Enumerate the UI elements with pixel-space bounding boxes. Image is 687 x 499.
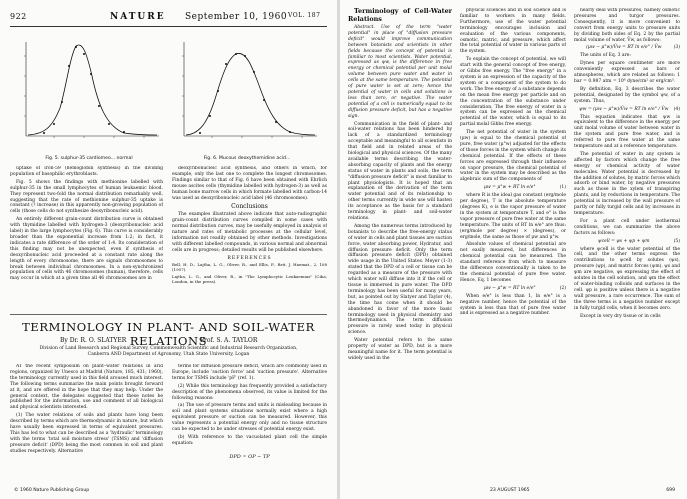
equation-3	[574, 45, 680, 51]
figure-6-graph	[172, 36, 322, 146]
issue-date-footer: 23 AUGUST 1965	[490, 488, 530, 493]
equation-4-text: ψw = (μw − μ°w)/V̄w = RT ln e/e° / V̄w	[579, 106, 669, 112]
article-column-left	[10, 364, 163, 482]
copyright-footer: © 1960 Nature Publishing Group	[14, 488, 90, 493]
paragraph: deoxyribonucleic acid synthesis, and others in which, for example, only the last one to complete the longest chromosomes. Findings similar to that of Fig. 6 have been obtained with Ehrlich mouse ascites cells (thymidine labelled with hydrogen-3) as well as human bone marrow cells in which formate labelled with carbon-14 was used as deoxyribonucleic acid label (46 chromosomes).	[172, 166, 327, 201]
volume: VOL. 187	[288, 12, 321, 19]
paragraph: uptake of iron-59 (hemoglobin synthesis) in the dividing population of basophilic erythroblasts.	[10, 166, 163, 177]
equation-5-text: ψcell = ψs + ψp + ψm	[598, 238, 650, 244]
paragraph: By definition, Eq. 3 describes the water potential, designated by the symbol ψw, of a system. Thus,	[574, 86, 680, 104]
section-divider	[10, 314, 327, 315]
reference-item: Bell, H. D., Lajtha, L. G., Oliver, R., and Ellis, F., Brit. J. Haemat., 2, 108 (1957).	[172, 261, 327, 272]
equation-5-number: (5)	[673, 238, 680, 244]
figure-5	[14, 36, 164, 154]
figure-5-graph	[14, 36, 164, 146]
paragraph: Absolute values of chemical potential are not easily measured, but differences in chemical potential can be measured. The standard reference from which to measure the difference conventionally is taken to be the chemical potential of pure free water. Hence, Eq. 1 becomes	[460, 242, 566, 283]
right-column-1	[348, 8, 452, 482]
author-slatyer: By Dr. R. O. SLATYER	[60, 337, 127, 344]
paragraph: The potential of water in any system is affected by factors which change the free energy or chemical activity of water molecules. Water potential is decreased by the addition of solutes, by matric forces which adsorb or bind water, by negative pressures such as those in the xylem of transpiring plants, and by reductions in temperature. The potential is increased by the wall pressure of partly or fully turgid cells and by increases in temperature.	[574, 151, 680, 216]
equation-1-number: (1)	[559, 185, 566, 191]
abstract: Abstract. Use of the term "water potential" in place of "diffusion pressure deficit" would improve communication between botanists and scientists in other fields because the concept of potential is familiar to most scientists. Water potential, expressed as ψw, is the difference in free energy or chemical potential per unit molal volume between pure water and water in cells at the same temperature. The potential of pure water is set at zero; hence the potential of water in cells and solutions is less than zero, or negative. The water potential of a cell is numerically equal to its diffusion pressure deficit, but has a negative sign.	[348, 25, 452, 119]
reference-item: Lajtha, L. G., and Oliver, R., in "The Lymphocytic Leukaemias" (Ciba, London, in the press).	[172, 273, 327, 284]
paragraph: (1) The water relations of soils and plants have long been described by terms which are thermodynamic in nature, but which have usually been expressed in terms of equivalent pressures. This has led to what can be described as a 'hydraulic' terminology with the terms 'total soil moisture stress' (TSMS) and 'diffusion pressure deficit' (DPD) being the most common in soil and plant studies respectively. Alternative	[10, 413, 163, 454]
upper-right-column	[172, 166, 327, 316]
paragraph: AT the recent symposium on plant–water relations in arid regions, organized by Unesco at Madrid (Nature, 185, 431; 1960), the terminology currently used in this field aroused much interest. The following terms summarize the main points brought forward at it, and are offered in the hope that they may help. Under the general context, the delegates suggested that these notes be published for the information, use and comment of all biological and physical scientists interested.	[10, 364, 163, 411]
equation-2-text: μw − μ°w = RT ln e/e°	[483, 285, 536, 291]
paragraph: nearly deal with pressures, namely osmotic pressures and turgor pressures. Consequently, it is more convenient to convert from energy units to pressure units by dividing both sides of Eq. 2 by the partial molal volume of water, V̄w, as follows:	[574, 8, 680, 43]
equation-4	[574, 107, 680, 113]
paragraph: The net potential of water in the system (μw) is equal to the chemical potential of pure, free water (μ°w) adjusted for the effects of those forces in the system which change its chemical potential. If the effects of these forces are expressed through their influence on vapor pressure, the chemical potential of water in the system may be described as the algebraic sum of the components of	[460, 130, 566, 183]
header-rule	[10, 26, 327, 27]
paragraph: For a plant cell under isothermal conditions, we can summarize the above factors as follows:	[574, 218, 680, 236]
paragraph: An entirely different grain-count distribution curve is obtained with thymidine labelled with hydrogen-3 (deoxyribonucleic acid label) in the large lymphocytes (Fig. 6). This curve is considerably broader than the exponential increase from 1:2; in fact, it indicates a rate difference of the order of 1:4. Its consideration of this finding may not be unexpected, even if synthesis of deoxyribonucleic acid proceeded at a constant rate along the length of every chromosome, there are signals chromosomes to break between individual chromosomes. In a non-synchronized population of cells with 46 chromosomes (human), therefore, cells may occur in which at a given time all 46 chromosomes are in	[10, 217, 163, 282]
paragraph: where R is the ideal gas constant (erg/mole per degree), T is the absolute temperature (degrees K), e is the vapor pressure of water in the system at temperature T, and e° is the vapor pressure of pure free water at the same temperature. The units of RT ln e/e° are thus: (erg/mole per degree) × (degrees), or erg/mole, the same as those of μw and μ°w.	[460, 193, 566, 240]
article-title: TERMINOLOGY IN PLANT- AND SOIL-WATER RELATIONS	[22, 320, 315, 348]
paragraph: physical sciences and in soil science and is familiar to workers in many fields. Furthermore, use of the water potential terminology encourages inclusion and evaluation of the various components, osmotic, matric, and pressure, which affect the total potential of water in various parts of the system.	[460, 8, 566, 55]
paragraph: (a) The use of pressure terms and units is misleading because in soil and plant systems situations normally exist where a high equivalent pressure or suction can be measured. However, this value represents a potential energy only and no tissue structure can be expected to be under stresses of potential energy exist.	[172, 403, 327, 433]
equation-3-text: (μw − μ°w)/V̄w = RT ln e/e° / V̄w	[586, 45, 662, 51]
journal-name: NATURE	[110, 12, 166, 22]
paragraph: The units of Eq. 3 are:	[580, 53, 631, 59]
issue-date: September 10, 1960	[185, 12, 288, 22]
left-journal-page	[0, 0, 337, 499]
right-column-3	[574, 8, 680, 482]
equation-2-number: (2)	[559, 285, 566, 291]
right-journal-page	[340, 0, 687, 499]
paragraph: Water potential refers to the same property of water as DPD, but is a more meaningful name for it. The term potential is widely used in the	[348, 338, 452, 361]
right-column-2	[460, 8, 566, 482]
paragraph: where ψcell is the water potential of the cell, and the other terms express the contributions to ψcell by solutes (ψs), pressure (ψp), and matric forces (ψm). ψs and ψm are negative, ψs expressing the effect of solutes in the cell solution, and ψm the effect of water-binding colloids and surfaces in the cell. ψp is positive unless there is a negative wall pressure, a rare occurrence. The sum of the three terms is a negative number except in fully turgid cells, when it becomes zero.	[574, 246, 680, 311]
paragraph: Among the numerous terms introduced by botanists to describe the free-energy status of water in cells and plant tissues are suction force, water absorbing power, Hydratur, and diffusion pressure deficit. Only the term diffusion pressure deficit (DPD) obtained wide usage in the United States. Meyer (1-3) stated that the DPD of a cell or tissue can be regarded as a measure of the pressure with which water will diffuse into it if the cell or tissue is immersed in pure water. The DPD terminology has been useful for many years, but, as pointed out by Slatyer and Taylor (4), the time has come when it should be abandoned in favor of the more basic terminology used in physical chemistry and thermodynamics. The term diffusion pressure is rarely used today in physical science.	[348, 223, 452, 336]
affiliation-1: Division of Land Research and Regional Survey, Commonwealth Scientific and Industrial Research Organization, Canberra	[39, 346, 298, 357]
fig6-curve	[186, 53, 315, 135]
conclusions-heading: Conclusions	[231, 203, 268, 211]
page-number-footer: 699	[666, 488, 675, 493]
dpd-equation: DPD = OP − TP	[229, 453, 270, 460]
conclusions-paragraph: The examples illustrated above indicate that auto-radiographic grain-count distribution curves compiled in some cases with normal distribution curves, may be usefully employed in analysis of nature and rates of metabolic processes at the cellular level, information not readily obtained by other methods. Investigations with different labelled compounds, in various normal and abnormal cells are in progress; detailed results will be published elsewhere.	[172, 212, 327, 253]
paragraph: Communication in the field of plant- and soil-water relations has been hindered by lack of a standardized terminology acceptable and meaningful to all scientists in that field and in related areas of the biological and physical sciences. Of the many available terms describing the water-absorbing capacity of plants and the energy status of water in plants and soils, the term "diffusion pressure deficit" is most familiar to plant physiologists. It is hoped that an explanation of the derivation of the term water potential and of its relationship to other terms currently in wide use will hasten its acceptance as the basis for a standard terminology in plant- and soil-water relations.	[348, 121, 452, 221]
figure-5-caption: Fig. 5. sulphur-35 cardiomeo... normal	[45, 156, 133, 161]
figure-6-caption: Fig. 6. Mucous deoxythemidine acid...	[203, 156, 291, 161]
paragraph: (b) With reference to the vacuolated plant cell the simple equation:	[172, 434, 327, 446]
equation-5	[574, 239, 680, 245]
upper-left-column	[10, 166, 163, 316]
fig5-ticks	[24, 56, 144, 138]
equation-2	[460, 286, 566, 292]
paragraph: When e/e° is less than 1, ln e/e° is a negative number, hence the potential of the system is less than that of pure free water and is expressed as a negative number.	[460, 293, 566, 317]
paragraph: terms for diffusion pressure deficit, which are commonly used in Europe, include 'suction force' and 'suction pressure'. Alternative terms for TSMS include 'pF' (ref. 1).	[172, 364, 327, 381]
paragraph: To explain the concept of potential, we will start with the general concept of free energy, or Gibbs free energy. The "free energy" in a system is an expression of the capacity of the system or a component of the system to do work. The free energy of a substance depends on the mean free energy per particle and on the concentration of the substance under consideration. The free energy of water in a system can be expressed as the chemical potential of the water, which is equal to its partial molal Gibbs free energy.	[460, 57, 566, 128]
equation-1	[460, 185, 566, 191]
cell-water-title: Terminology of Cell-Water Relations	[348, 8, 452, 23]
affiliation-2: Department of Agronomy, Utah State University, Logan	[122, 351, 250, 357]
paragraph: Fig. 5 shows the findings with methionine labelled with sulphur-35 in the small lymphocytes of human leukaemic blood. They represent two-fold the normal distribution remarkably well, suggesting that the rate of methionine sulphur-35 uptake is constant (? increase) in this apparently non-growing population of cells (those cells do not synthesize deoxyribonucleic acid).	[10, 179, 163, 215]
equation-3-number: (3)	[673, 45, 680, 51]
figure-6	[172, 36, 322, 154]
paragraph: (2) While this terminology has frequently provided a satisfactory description of the phenomena observed, its value is limited for the following reasons:	[172, 383, 327, 401]
fig6-ticks	[182, 56, 302, 138]
author-taylor: Prof. S. A. TAYLOR	[200, 337, 258, 344]
equation-4-number: (4)	[673, 106, 680, 112]
article-column-right	[172, 364, 327, 482]
paragraph: Except in very dry tissue or in cells	[580, 313, 661, 319]
paragraph: Dynes per square centimeter are more conveniently expressed as bars or atmospheres, which are related as follows: 1 bar = 0.987 atm = 10⁶ dyne/cm² or erg/cm³.	[574, 61, 680, 84]
references-heading: REFERENCES	[227, 255, 272, 261]
fig5-points	[43, 46, 125, 134]
author-affiliations: Division of Land Research and Regional Survey, Commonwealth Scientific and Industrial Research Organization, Canberra AND Department of Agronomy, Utah State University, Logan	[39, 346, 298, 357]
fig5-curve	[28, 45, 157, 135]
paragraph: This equation indicates that ψw is equivalent to the difference in the energy per unit molal volume of water between water in the system and pure free water, and is referred to pure free water at the same temperature and at a reference temperature.	[574, 114, 680, 150]
page-number: 922	[10, 12, 27, 21]
equation-1-text: μw = μ°w + RT ln e/e°	[483, 185, 536, 191]
